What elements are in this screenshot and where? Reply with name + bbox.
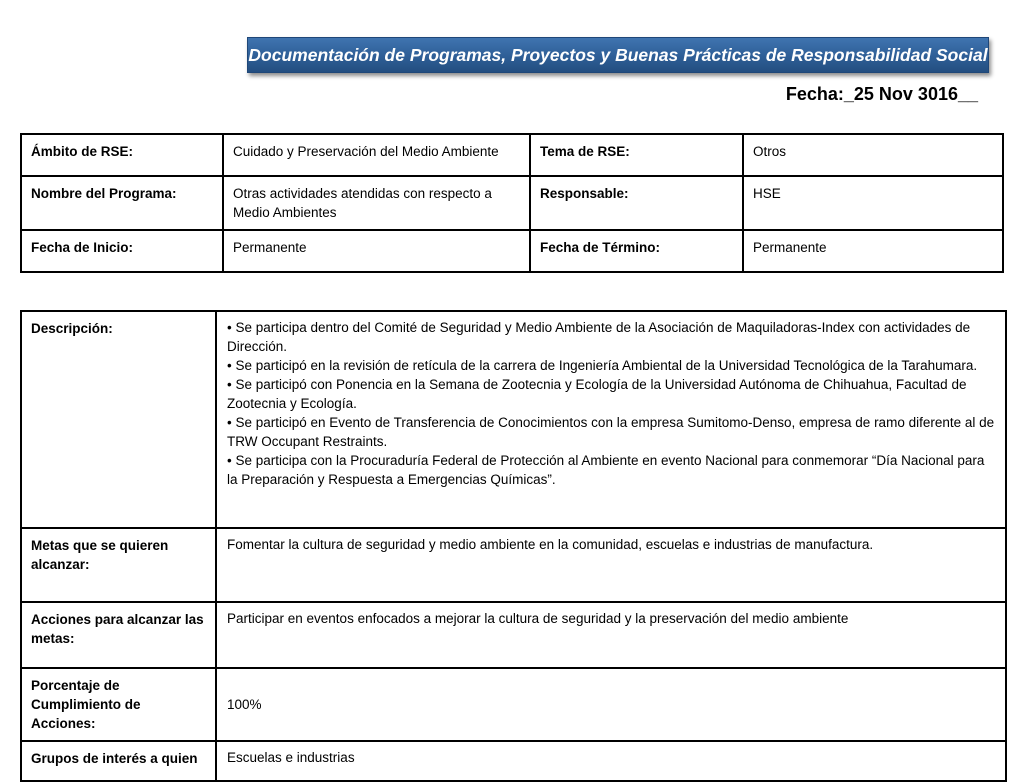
table-row <box>21 528 1006 602</box>
descripcion-bullet: • Se participó con Ponencia en la Semana de Zootecnia y Ecología de la Universidad Autónoma de Chihuahua, Facultad de Zootecnia y Ecología. <box>227 377 967 411</box>
acciones-value: Participar en eventos enfocados a mejorar la cultura de seguridad y la preservación del medio ambiente <box>216 602 1006 668</box>
descripcion-label: Descripción: <box>21 311 216 528</box>
descripcion-bullet: • Se participa dentro del Comité de Seguridad y Medio Ambiente de la Asociación de Maquiladoras-Index con actividades de Dirección. <box>227 320 971 354</box>
responsable-value: HSE <box>743 176 1003 230</box>
descripcion-value <box>216 311 1006 528</box>
descripcion-bullet: • Se participó en la revisión de retícula de la carrera de Ingeniería Ambiental de la Universidad Tecnológica de la Tarahumara. <box>227 358 978 373</box>
fecha-label: Fecha:_25 Nov 3016__ <box>785 84 978 104</box>
grupos-label: Grupos de interés a quien <box>21 741 216 781</box>
fecha-inicio-label: Fecha de Inicio: <box>21 230 223 272</box>
metas-value: Fomentar la cultura de seguridad y medio ambiente en la comunidad, escuelas e industrias de manufactura. <box>216 528 1006 602</box>
porcentaje-label: Porcentaje de Cumplimiento de Acciones: <box>21 668 216 741</box>
programa-label: Nombre del Programa: <box>21 176 223 230</box>
fecha-termino-label: Fecha de Término: <box>530 230 743 272</box>
grupos-value: Escuelas e industrias <box>216 741 1006 781</box>
program-detail-table <box>20 310 1007 782</box>
programa-value: Otras actividades atendidas con respecto a Medio Ambientes <box>223 176 530 230</box>
fecha-termino-value: Permanente <box>743 230 1003 272</box>
metas-label: Metas que se quieren alcanzar: <box>21 528 216 602</box>
table-row <box>21 230 1003 272</box>
tema-label: Tema de RSE: <box>530 134 743 176</box>
ambito-value: Cuidado y Preservación del Medio Ambiente <box>223 134 530 176</box>
porcentaje-value: 100% <box>216 668 1006 741</box>
program-info-table <box>20 133 1004 273</box>
fecha-inicio-value: Permanente <box>223 230 530 272</box>
table-row <box>21 176 1003 230</box>
document-title-banner: Documentación de Programas, Proyectos y Buenas Prácticas de Responsabilidad Social <box>247 37 989 73</box>
tema-value: Otros <box>743 134 1003 176</box>
table-row <box>21 311 1006 528</box>
ambito-label: Ámbito de RSE: <box>21 134 223 176</box>
table-row <box>21 602 1006 668</box>
table-row <box>21 741 1006 781</box>
descripcion-bullet: • Se participó en Evento de Transferencia de Conocimientos con la empresa Sumitomo-Denso, empresa de ramo diferente al de TRW Occupant Restraints. <box>227 415 995 449</box>
descripcion-bullet: • Se participa con la Procuraduría Federal de Protección al Ambiente en evento Nacional para conmemorar “Día Nacional para la Preparación y Respuesta a Emergencias Químicas”. <box>227 453 985 487</box>
acciones-label: Acciones para alcanzar las metas: <box>21 602 216 668</box>
responsable-label: Responsable: <box>530 176 743 230</box>
table-row <box>21 134 1003 176</box>
table-row <box>21 668 1006 741</box>
